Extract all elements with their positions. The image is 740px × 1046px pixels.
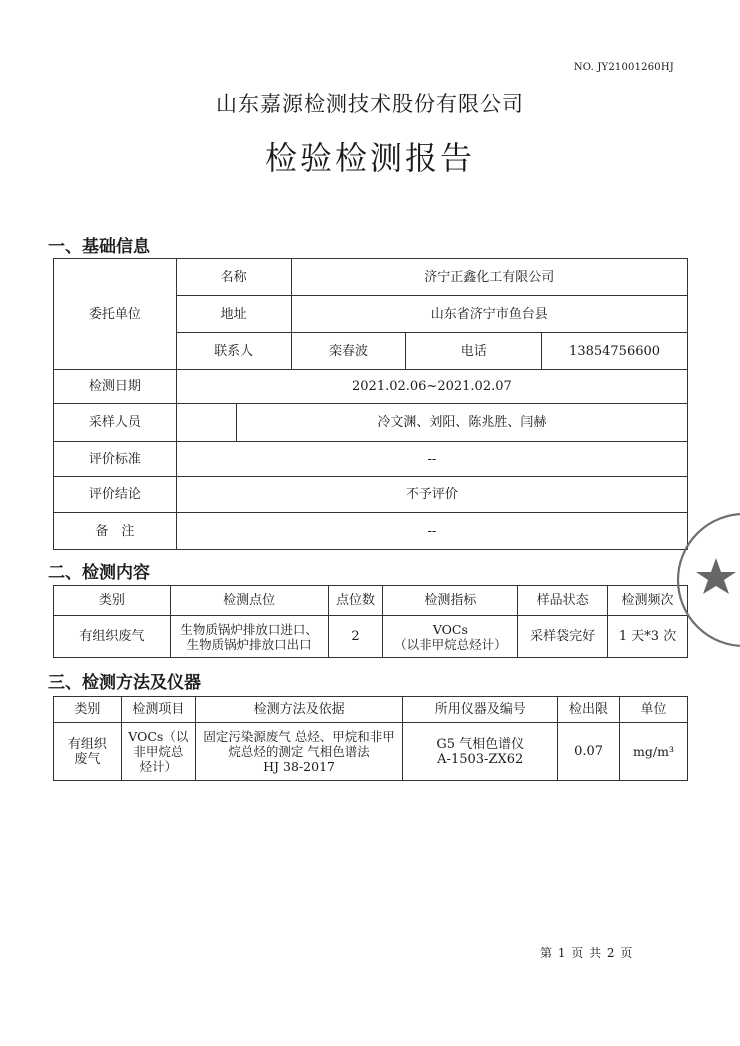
header-indicator: 检测指标 bbox=[383, 586, 518, 616]
address-label: 地址 bbox=[176, 296, 291, 333]
points-line: 生物质锅炉排放口进口、 bbox=[180, 621, 318, 637]
section-methods-heading: 三、检测方法及仪器 bbox=[48, 673, 201, 693]
seal-stamp bbox=[672, 500, 740, 660]
content-points bbox=[170, 616, 328, 658]
basic-info-table bbox=[53, 258, 688, 550]
item-line: VOCs（以 bbox=[128, 729, 189, 744]
address-value: 山东省济宁市鱼台县 bbox=[291, 296, 687, 333]
indicator-line: VOCs bbox=[432, 621, 468, 637]
method-header-limit: 检出限 bbox=[558, 697, 620, 723]
contact-label: 联系人 bbox=[176, 333, 291, 370]
points-line: 生物质锅炉排放口出口 bbox=[186, 636, 312, 652]
method-limit: 0.07 bbox=[558, 723, 620, 781]
date-value: 2021.02.06~2021.02.07 bbox=[176, 370, 687, 404]
item-line: 非甲烷总 bbox=[133, 744, 184, 759]
client-label: 委托单位 bbox=[54, 259, 177, 370]
method-header-item: 检测项目 bbox=[121, 697, 195, 723]
method-item bbox=[121, 723, 195, 781]
header-category: 类别 bbox=[54, 586, 171, 616]
header-points: 检测点位 bbox=[170, 586, 328, 616]
conclusion-value: 不予评价 bbox=[176, 477, 687, 513]
content-sample-state: 采样袋完好 bbox=[518, 616, 608, 658]
conclusion-label: 评价结论 bbox=[54, 477, 177, 513]
header-sample-state: 样品状态 bbox=[518, 586, 608, 616]
method-header-method: 检测方法及依据 bbox=[195, 697, 403, 723]
instrument-line: G5 气相色谱仪 bbox=[436, 736, 525, 752]
section-basic-info-heading: 一、基础信息 bbox=[48, 237, 150, 257]
content-category: 有组织废气 bbox=[54, 616, 171, 658]
phone-value: 13854756600 bbox=[542, 333, 688, 370]
standard-value: -- bbox=[176, 442, 687, 477]
method-unit: mg/m³ bbox=[620, 723, 688, 781]
content-count: 2 bbox=[328, 616, 383, 658]
content-frequency: 1 天*3 次 bbox=[608, 616, 688, 658]
category-line: 废气 bbox=[74, 751, 101, 767]
method-line: HJ 38-2017 bbox=[263, 759, 335, 774]
instrument-line: A-1503-ZX62 bbox=[437, 751, 524, 767]
method-header-category: 类别 bbox=[54, 697, 122, 723]
method-instrument bbox=[403, 723, 558, 781]
header-count: 点位数 bbox=[328, 586, 383, 616]
indicator-line: （以非甲烷总烃计） bbox=[394, 636, 507, 652]
method-line: 固定污染源废气 总烃、甲烷和非甲 bbox=[203, 729, 395, 744]
standard-label: 评价标准 bbox=[54, 442, 177, 477]
method-header-unit: 单位 bbox=[620, 697, 688, 723]
methods-table bbox=[53, 696, 688, 781]
method-basis bbox=[195, 723, 403, 781]
header-frequency: 检测频次 bbox=[608, 586, 688, 616]
method-category bbox=[54, 723, 122, 781]
remark-label: 备 注 bbox=[54, 513, 177, 550]
report-title: 检验检测报告 bbox=[264, 139, 475, 177]
category-line: 有组织 bbox=[67, 736, 107, 752]
date-label: 检测日期 bbox=[54, 370, 177, 404]
section-test-content-heading: 二、检测内容 bbox=[48, 563, 150, 583]
page-footer: 第 1 页 共 2 页 bbox=[540, 946, 634, 960]
report-number: NO. JY21001260HJ bbox=[573, 62, 674, 73]
name-label: 名称 bbox=[176, 259, 291, 296]
method-line: 烷总烃的测定 气相色谱法 bbox=[228, 744, 370, 759]
contact-value: 栾春波 bbox=[291, 333, 406, 370]
remark-value: -- bbox=[176, 513, 687, 550]
method-header-instrument: 所用仪器及编号 bbox=[403, 697, 558, 723]
content-indicator bbox=[383, 616, 518, 658]
test-content-table bbox=[53, 585, 688, 658]
name-value: 济宁正鑫化工有限公司 bbox=[291, 259, 687, 296]
company-name: 山东嘉源检测技术股份有限公司 bbox=[216, 92, 524, 116]
sampler-label: 采样人员 bbox=[54, 404, 177, 442]
phone-label: 电话 bbox=[406, 333, 542, 370]
item-line: 烃计） bbox=[139, 759, 178, 774]
sampler-value: 冷文渊、刘阳、陈兆胜、闫赫 bbox=[236, 404, 687, 442]
